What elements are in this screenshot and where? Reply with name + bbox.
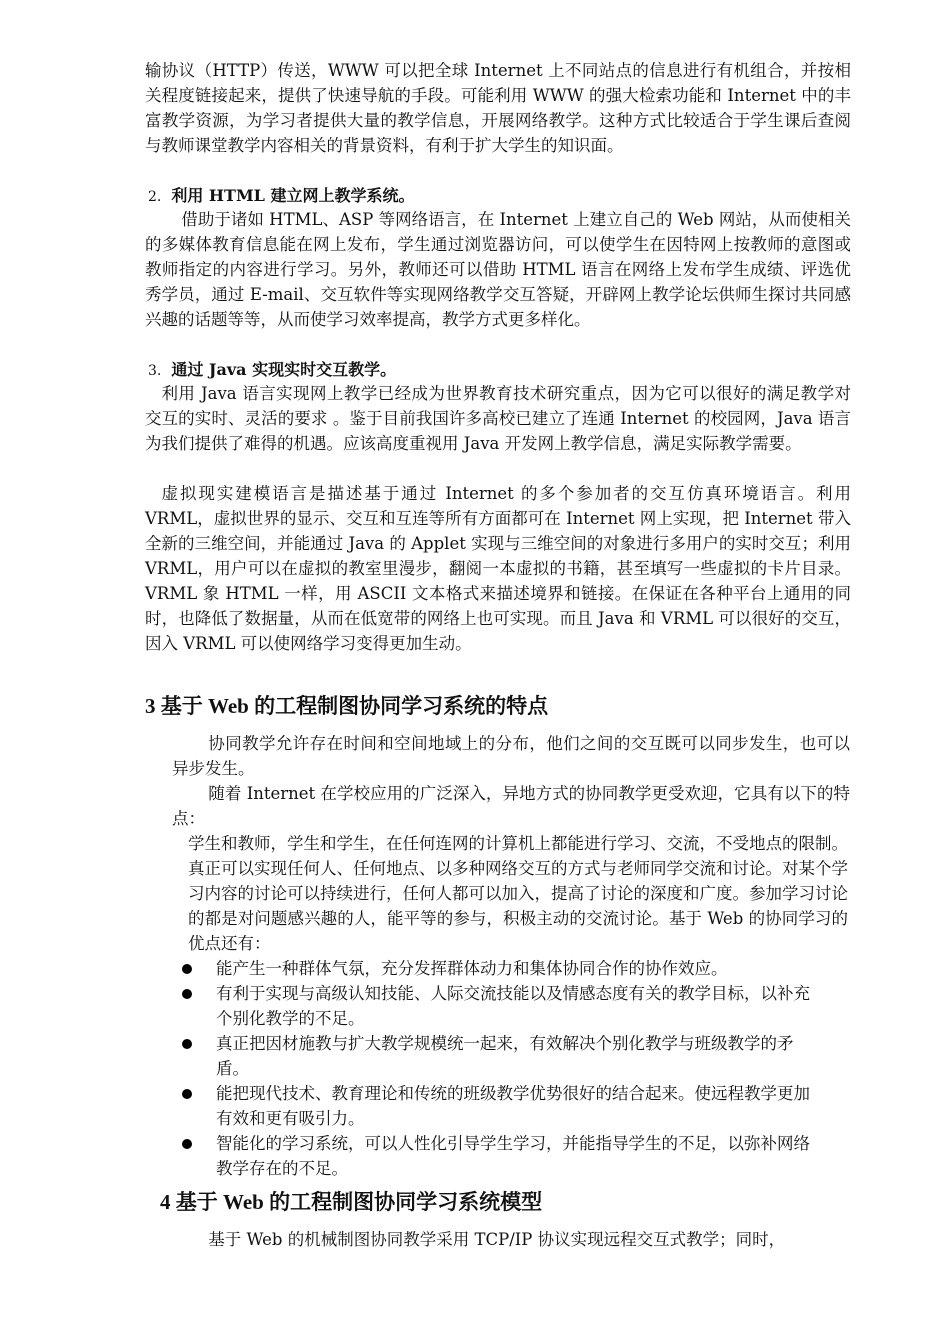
- subsection-number: 2.: [148, 189, 162, 205]
- list-item: 智能化的学习系统，可以人性化引导学生学习，并能指导学生的不足，以弥补网络教学存在的不足。: [178, 1131, 850, 1181]
- paragraph-coop-3: 学生和教师，学生和学生，在任何连网的计算机上都能进行学习、交流，不受地点的限制。真正可以实现任何人、任何地点、以多种网络交互的方式与老师同学交流和讨论。对某个学习内容的讨论可以持续进行，任何人都可以加入，提高了讨论的深度和广度。参加学习讨论的都是对问题感兴趣的人，能平等的参与，积极主动的交流讨论。基于 Web 的协同学习的优点还有：: [188, 834, 848, 953]
- list-item: 有利于实现与高级认知技能、人际交流技能以及情感态度有关的教学目标，以补充个别化教学的不足。: [178, 981, 850, 1031]
- section-4-heading: 4 基于 Web 的工程制图协同学习系统模型: [160, 1190, 543, 1214]
- subsection-title: 利用 HTML 建立网上教学系统。: [171, 186, 415, 205]
- paragraph-intro: 输协议（HTTP）传送，WWW 可以把全球 Internet 上不同站点的信息进行有机组合，并按相关程度链接起来，提供了快速导航的手段。可能利用 WWW 的强大检索功能和 Internet 中的丰富教学资源，为学习者提供大量的教学信息，开展网络教学。这种方式比较适合于学生课后查阅与教师课堂教学内容相关的背景资料，有利于扩大学生的知识面。: [145, 61, 851, 155]
- subsection-title: 通过 Java 实现实时交互教学。: [171, 360, 397, 379]
- paragraph-model: 基于 Web 的机械制图协同教学采用 TCP/IP 协议实现远程交互式教学；同时，: [208, 1230, 786, 1249]
- list-item: 能把现代技术、教育理论和传统的班级教学优势很好的结合起来。使远程教学更加有效和更有吸引力。: [178, 1081, 850, 1131]
- subsection-2-heading: [148, 183, 848, 210]
- advantages-list: [178, 956, 850, 1181]
- paragraph-coop-1: 协同教学允许存在时间和空间地域上的分布，他们之间的交互既可以同步发生，也可以异步发生。: [172, 734, 850, 778]
- subsection-3-heading: [148, 357, 848, 384]
- section-3-heading: 3 基于 Web 的工程制图协同学习系统的特点: [145, 694, 549, 718]
- list-item: 真正把因材施教与扩大教学规模统一起来，有效解决个别化教学与班级教学的矛盾。: [178, 1031, 850, 1081]
- bullet-icon: [182, 964, 192, 974]
- paragraph-html: 借助于诸如 HTML、ASP 等网络语言，在 Internet 上建立自己的 Web 网站，从而使相关的多媒体教育信息能在网上发布，学生通过浏览器访问，可以使学生在因特网上按教师的意图或教师指定的内容进行学习。另外，教师还可以借助 HTML 语言在网络上发布学生成绩、评选优秀学员，通过 E-mail、交互软件等实现网络教学交互答疑，开辟网上教学论坛供师生探讨共同感兴趣的话题等等，从而使学习效率提高，教学方式更多样化。: [145, 210, 851, 329]
- bullet-icon: [182, 989, 192, 999]
- paragraph-java: 利用 Java 语言实现网上教学已经成为世界教育技术研究重点，因为它可以很好的满足教学对交互的实时、灵活的要求 。鉴于目前我国许多高校已建立了连通 Internet 的校园网，Java 语言为我们提供了难得的机遇。应该高度重视用 Java 开发网上教学信息，满足实际教学需要。: [145, 384, 851, 453]
- list-item: 能产生一种群体气氛，充分发挥群体动力和集体协同合作的协作效应。: [178, 956, 850, 981]
- bullet-icon: [182, 1139, 192, 1149]
- paragraph-coop-2: 随着 Internet 在学校应用的广泛深入，异地方式的协同教学更受欢迎，它具有以下的特点：: [172, 784, 850, 828]
- subsection-number: 3.: [148, 363, 162, 379]
- bullet-icon: [182, 1039, 192, 1049]
- bullet-icon: [182, 1089, 192, 1099]
- paragraph-vrml: 虚拟现实建模语言是描述基于通过 Internet 的多个参加者的交互仿真环境语言。利用 VRML，虚拟世界的显示、交互和互连等所有方面都可在 Internet 网上实现，把 Internet 带入全新的三维空间，并能通过 Java 的 Applet 实现与三维空间的对象进行多用户的实时交互；利用 VRML，用户可以在虚拟的教室里漫步，翻阅一本虚拟的书籍，甚至填写一些虚拟的卡片目录。VRML 象 HTML 一样，用 ASCII 文本格式来描述境界和链接。在保证在各种平台上通用的同时，也降低了数据量，从而在低宽带的网络上也可实现。而且 Java 和 VRML 可以很好的交互，因入 VRML 可以使网络学习变得更加生动。: [145, 484, 851, 653]
